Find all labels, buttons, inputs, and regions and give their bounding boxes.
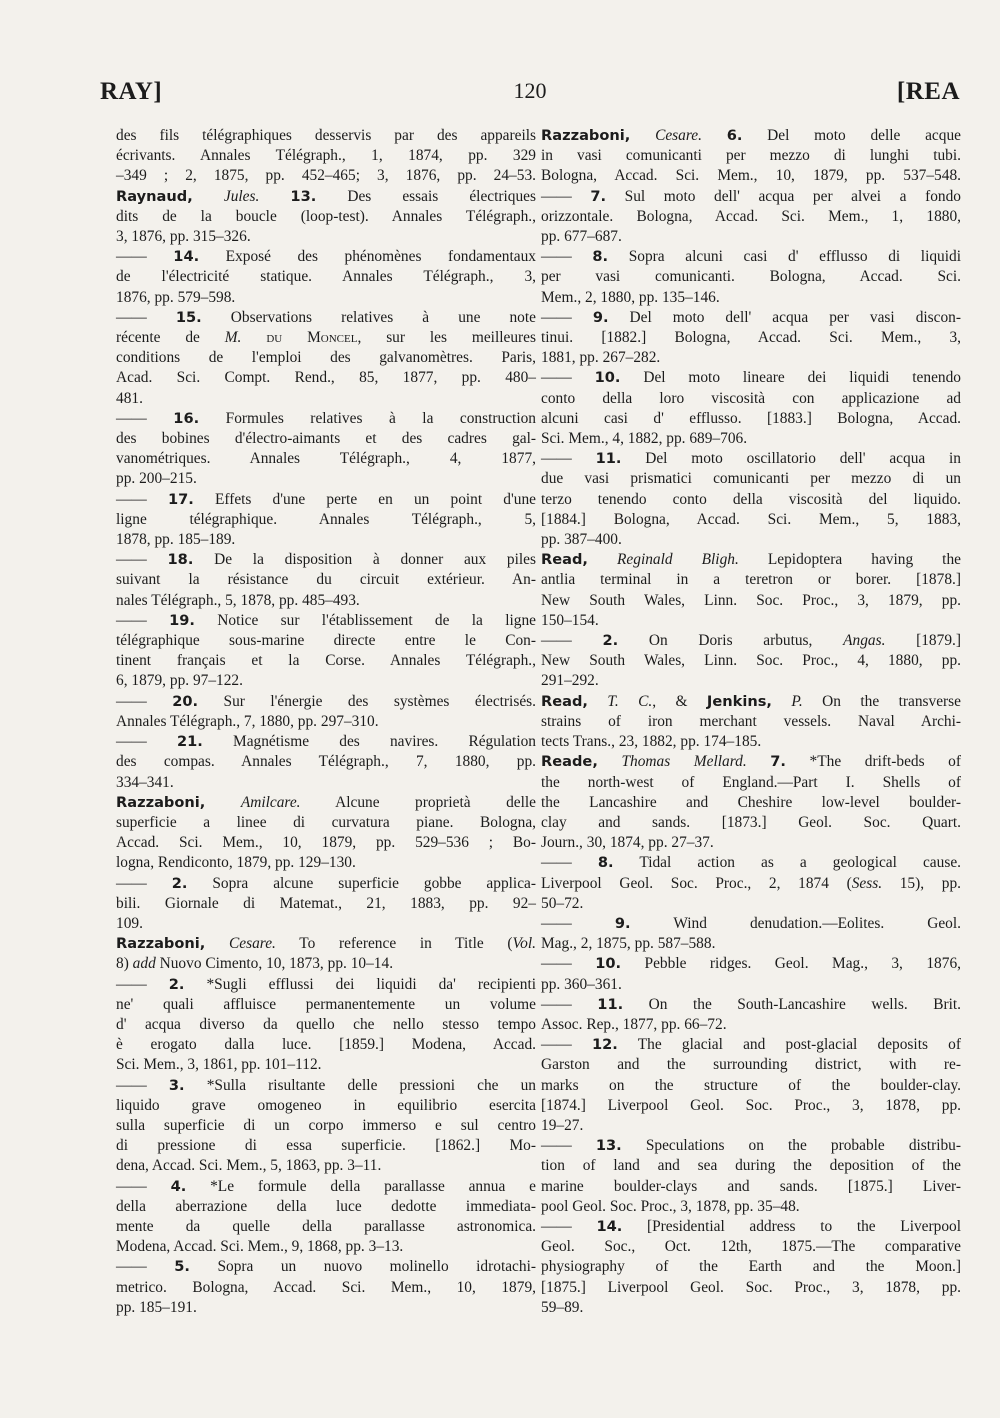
text-line: logna, Rendiconto, 1879, pp. 129–130.	[116, 854, 356, 872]
text-line: 8) add Nuovo Cimento, 10, 1873, pp. 10–14.	[116, 955, 394, 973]
text-line: Accad. Sci. Mem., 10, 1879, pp. 529–536 ; Bo-	[116, 834, 536, 852]
text-line: the Lancashire and Cheshire low-level boulder-	[541, 793, 961, 811]
text-line: 334–341.	[116, 773, 174, 791]
right-column	[541, 126, 961, 1318]
text-line: Razzaboni, Amilcare. Alcune proprietà delle	[116, 793, 536, 811]
text-line: vanométriques. Annales Télégraph., 4, 1877,	[116, 450, 536, 468]
text-line: Mem., 2, 1880, pp. 135–146.	[541, 288, 720, 306]
text-line: pp. 677–687.	[541, 228, 622, 246]
text-line: —— 21. Magnétisme des navires. Régulation	[116, 733, 536, 751]
text-line: Sci. Mem., 4, 1882, pp. 689–706.	[541, 430, 748, 448]
text-line: Journ., 30, 1874, pp. 27–37.	[541, 834, 714, 852]
text-line: —— 2. *Sugli efflussi dei liquidi da' recipienti	[116, 975, 536, 993]
text-line: the north-west of England.—Part I. Shells of	[541, 773, 961, 791]
text-line: des fils télégraphiques desservis par des appareils	[116, 127, 536, 144]
text-line: Razzaboni, Cesare. To reference in Title (Vol.	[116, 935, 536, 953]
text-line: nales Télégraph., 5, 1878, pp. 485–493.	[116, 591, 360, 609]
text-line: in vasi comunicanti per mezzo di lunghi tubi.	[541, 147, 961, 165]
text-line: marine boulder-clays and sands. [1875.] Liver-	[541, 1177, 961, 1195]
text-line: récente de M. du Moncel, sur les meilleures	[116, 329, 536, 347]
text-line: dits de la boucle (loop-test). Annales Télégraph.,	[116, 207, 536, 225]
text-line: alcuni casi d' efflusso. [1883.] Bologna, Accad.	[541, 409, 961, 427]
text-line: Garston and the surrounding district, with re-	[541, 1056, 961, 1074]
text-line: clay and sands. [1873.] Geol. Soc. Quart.	[541, 813, 961, 831]
text-line: —— 14. Exposé des phénomènes fondamentaux	[116, 248, 536, 266]
text-line: metrico. Bologna, Accad. Sci. Mem., 10, 1879,	[116, 1278, 536, 1296]
text-line: Acad. Sci. Compt. Rend., 85, 1877, pp. 480–	[116, 369, 536, 387]
text-line: —— 15. Observations relatives à une note	[116, 308, 536, 326]
text-line: [1875.] Liverpool Geol. Soc. Proc., 3, 1878, pp.	[541, 1278, 961, 1296]
text-line: pool Geol. Soc. Proc., 3, 1878, pp. 35–48.	[541, 1197, 800, 1215]
text-line: tion of land and sea during the deposition of the	[541, 1157, 961, 1175]
text-line: —— 8. Tidal action as a geological cause.	[541, 854, 961, 872]
text-line: di pressione di essa superficie. [1862.] Mo-	[116, 1137, 536, 1155]
text-line: Raynaud, Jules. 13. Des essais électriques	[116, 187, 536, 205]
text-line: 109.	[116, 914, 143, 932]
text-line: —— 16. Formules relatives à la construction	[116, 409, 536, 427]
text-line: —— 4. *Le formule della parallasse annua e	[116, 1177, 536, 1195]
text-line: Reade, Thomas Mellard. 7. *The drift-beds of	[541, 753, 961, 771]
text-line: pp. 185–191.	[116, 1298, 197, 1316]
text-line: 1878, pp. 185–189.	[116, 531, 236, 549]
text-line: 50–72.	[541, 894, 584, 912]
text-line: —— 20. Sur l'énergie des systèmes électrisés.	[116, 692, 536, 710]
text-line: de l'électricité statique. Annales Télégraph., 3,	[116, 268, 536, 286]
text-line: —— 2. Sopra alcune superficie gobbe applica-	[116, 874, 536, 892]
text-line: télégraphique sous-marine directe entre le Con-	[116, 632, 536, 650]
text-line: —— 9. Wind denudation.—Eolites. Geol.	[541, 914, 961, 932]
text-line: [1884.] Bologna, Accad. Sci. Mem., 5, 1883,	[541, 510, 961, 528]
text-line: —— 10. Del moto lineare dei liquidi tenendo	[541, 369, 961, 387]
text-line: Bologna, Accad. Sci. Mem., 10, 1879, pp. 537–548.	[541, 167, 961, 185]
text-line: mente da quelle della parallasse astronomica.	[116, 1217, 536, 1235]
text-line: [1874.] Liverpool Geol. Soc. Proc., 3, 1878, pp.	[541, 1096, 961, 1114]
text-line: —— 18. De la disposition à donner aux piles	[116, 551, 536, 569]
text-line: due vasi prismatici comunicanti per mezzo di un	[541, 470, 961, 488]
text-line: conto della loro viscosità con applicazione ad	[541, 389, 961, 407]
text-line: tinui. [1882.] Bologna, Accad. Sci. Mem., 3,	[541, 329, 961, 347]
text-line: d' acqua diverso da quello che nello stesso tempo	[116, 1015, 536, 1033]
text-line: —— 19. Notice sur l'établissement de la ligne	[116, 611, 536, 629]
text-line: 1881, pp. 267–282.	[541, 349, 661, 367]
text-line: 6, 1879, pp. 97–122.	[116, 672, 243, 690]
text-line: 3, 1876, pp. 315–326.	[116, 228, 251, 246]
text-line: dena, Accad. Sci. Mem., 5, 1863, pp. 3–11.	[116, 1157, 382, 1175]
text-line: Assoc. Rep., 1877, pp. 66–72.	[541, 1015, 727, 1033]
text-line: bili. Giornale di Matemat., 21, 1883, pp. 92–	[116, 894, 536, 912]
text-line: marks on the structure of the boulder-clay.	[541, 1076, 961, 1094]
text-line: superficie a linee di curvatura piane. Bologna,	[116, 813, 536, 831]
left-column	[116, 126, 536, 1318]
header-left-label: RAY]	[100, 78, 163, 105]
text-line: ne' quali affluisce permanentemente un volume	[116, 995, 536, 1013]
text-line: Annales Télégraph., 7, 1880, pp. 297–310.	[116, 712, 379, 730]
text-line: strains of iron merchant vessels. Naval Archi-	[541, 712, 961, 730]
text-line: ligne télégraphique. Annales Télégraph., 5,	[116, 510, 536, 528]
text-line: —— 12. The glacial and post-glacial deposits of	[541, 1036, 961, 1054]
text-line: della aberrazione della luce dedotte immediata-	[116, 1197, 536, 1215]
text-line: —— 8. Sopra alcuni casi d' efflusso di liquidi	[541, 248, 961, 266]
text-line: tinent français et la Corse. Annales Télégraph.,	[116, 652, 536, 670]
text-line: sulla superficie di un corpo immerso e sul centro	[116, 1116, 536, 1134]
text-line: è erogato dalla luce. [1859.] Modena, Accad.	[116, 1036, 536, 1054]
text-line: —— 17. Effets d'une perte en un point d'une	[116, 490, 536, 508]
text-line: 291–292.	[541, 672, 599, 690]
text-line: pp. 387–400.	[541, 531, 622, 549]
text-line: suivant la résistance du circuit extérieur. An-	[116, 571, 536, 589]
text-line: —— 9. Del moto dell' acqua per vasi discon-	[541, 308, 961, 326]
text-line: —— 10. Pebble ridges. Geol. Mag., 3, 1876,	[541, 955, 961, 973]
text-line: 19–27.	[541, 1116, 584, 1134]
text-line: —— 13. Speculations on the probable distribu-	[541, 1137, 961, 1155]
text-line: terzo tenendo conto della viscosità del liquido.	[541, 490, 961, 508]
text-line: pp. 200–215.	[116, 470, 197, 488]
text-line: Razzaboni, Cesare. 6. Del moto delle acque	[541, 127, 961, 144]
text-line: Read, T. C., & Jenkins, P. On the transverse	[541, 692, 961, 710]
text-line: 1876, pp. 579–598.	[116, 288, 236, 306]
text-line: 59–89.	[541, 1298, 584, 1316]
text-line: New South Wales, Linn. Soc. Proc., 4, 1880, pp.	[541, 652, 961, 670]
text-line: per vasi comunicanti. Bologna, Accad. Sci.	[541, 268, 961, 286]
page-header	[100, 78, 960, 114]
text-line: 481.	[116, 389, 143, 407]
text-line: —— 7. Sul moto dell' acqua per alvei a fondo	[541, 187, 961, 205]
text-line: —— 14. [Presidential address to the Liverpool	[541, 1217, 961, 1235]
header-right-label: [REA	[896, 78, 960, 105]
text-line: Read, Reginald Bligh. Lepidoptera having the	[541, 551, 961, 569]
text-line: Mag., 2, 1875, pp. 587–588.	[541, 935, 716, 953]
text-line: des compas. Annales Télégraph., 7, 1880, pp.	[116, 753, 536, 771]
text-line: écrivants. Annales Télégraph., 1, 1874, pp. 329	[116, 147, 536, 165]
text-line: pp. 360–361.	[541, 975, 622, 993]
text-line: des bobines d'électro-aimants et des cadres gal-	[116, 430, 536, 448]
text-line: liquido grave omogeneo in equilibrio esercita	[116, 1096, 536, 1114]
text-line: 150–154.	[541, 611, 599, 629]
text-line: antlia terminal in a teretron or borer. [1878.]	[541, 571, 961, 589]
text-line: Sci. Mem., 3, 1861, pp. 101–112.	[116, 1056, 322, 1074]
text-line: tects Trans., 23, 1882, pp. 174–185.	[541, 733, 762, 751]
text-line: —— 11. On the South-Lancashire wells. Brit.	[541, 995, 961, 1013]
text-line: –349 ; 2, 1875, pp. 452–465; 3, 1876, pp. 24–53.	[116, 167, 536, 185]
page-number: 120	[513, 78, 547, 103]
text-line: conditions de l'emploi des galvanomètres. Paris,	[116, 349, 536, 367]
text-line: —— 3. *Sulla risultante delle pressioni che un	[116, 1076, 537, 1094]
text-line: —— 11. Del moto oscillatorio dell' acqua in	[541, 450, 961, 468]
text-line: New South Wales, Linn. Soc. Proc., 3, 1879, pp.	[541, 591, 961, 609]
text-line: physiography of the Earth and the Moon.]	[541, 1258, 961, 1276]
text-line: Liverpool Geol. Soc. Proc., 2, 1874 (Sess. 15), pp.	[541, 874, 961, 892]
text-line: —— 5. Sopra un nuovo molinello idrotachi-	[116, 1258, 536, 1276]
text-line: orizzontale. Bologna, Accad. Sci. Mem., 1, 1880,	[541, 207, 961, 225]
text-line: Geol. Soc., Oct. 12th, 1875.—The comparative	[541, 1238, 961, 1256]
text-line: Modena, Accad. Sci. Mem., 9, 1868, pp. 3–13.	[116, 1238, 404, 1256]
text-line: —— 2. On Doris arbutus, Angas. [1879.]	[541, 632, 961, 650]
